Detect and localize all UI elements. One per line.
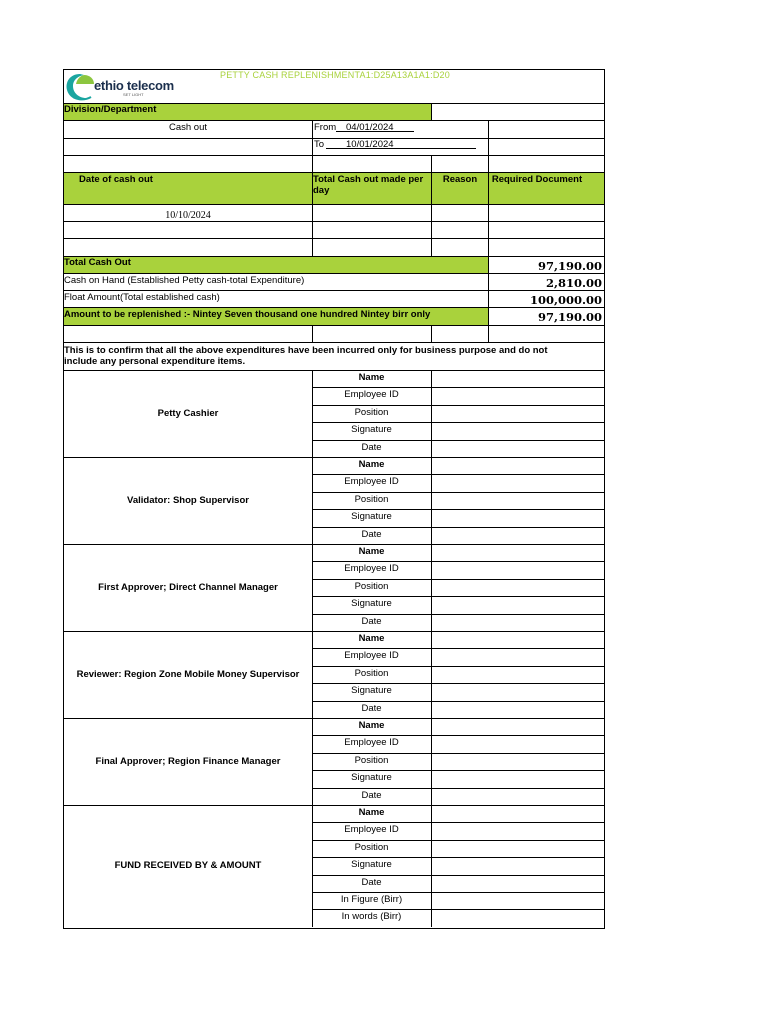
division-label: Division/Department — [64, 104, 157, 115]
logo-wordmark: ethio telecom — [94, 78, 174, 93]
field-input-signature[interactable] — [432, 858, 604, 873]
field-input-position[interactable] — [432, 580, 604, 595]
cash-on-hand-label: Cash on Hand (Established Petty cash-total Expenditure) — [64, 275, 305, 286]
field-label-date: Date — [361, 615, 382, 627]
col-reason: Reason — [442, 174, 478, 185]
field-input-name[interactable] — [432, 806, 604, 821]
signature-role-label: FUND RECEIVED BY & AMOUNT — [114, 859, 262, 871]
table-cell-date[interactable]: 10/10/2024 — [165, 210, 211, 221]
field-input-signature[interactable] — [432, 423, 604, 438]
field-input-date[interactable] — [432, 615, 604, 630]
signature-role-label: Reviewer: Region Zone Mobile Money Supervisor — [76, 668, 300, 680]
field-input-name[interactable] — [432, 458, 604, 473]
field-label-name: Name — [358, 807, 385, 818]
field-label-date: Date — [361, 876, 382, 888]
field-input-position[interactable] — [432, 406, 604, 421]
field-label-in-words: In words (Birr) — [341, 911, 402, 923]
field-label-employee-id: Employee ID — [344, 737, 399, 749]
field-input-position[interactable] — [432, 667, 604, 682]
signature-role-label: Petty Cashier — [157, 407, 219, 419]
field-label-position: Position — [354, 754, 389, 766]
total-cash-out-value: 97,190.00 — [537, 259, 602, 273]
field-input-name[interactable] — [432, 545, 604, 560]
field-input-signature[interactable] — [432, 771, 604, 786]
field-label-name: Name — [358, 720, 385, 731]
field-input-date[interactable] — [432, 441, 604, 456]
field-label-employee-id: Employee ID — [344, 563, 399, 575]
signature-role-label: Final Approver; Region Finance Manager — [95, 755, 281, 767]
field-label-date: Date — [361, 789, 382, 801]
field-input-employee-id[interactable] — [432, 562, 604, 577]
field-input-name[interactable] — [432, 719, 604, 734]
field-label-date: Date — [361, 441, 382, 453]
field-label-signature: Signature — [351, 859, 392, 871]
field-input-name[interactable] — [432, 632, 604, 647]
form-title: PETTY CASH REPLENISHMENTA1:D25A13A1A1:D20 — [220, 70, 450, 80]
field-label-signature: Signature — [351, 598, 392, 610]
col-date-of-cash-out: Date of cash out — [79, 174, 153, 185]
field-label-position: Position — [354, 841, 389, 853]
signature-role-label: Validator: Shop Supervisor — [127, 494, 249, 506]
from-date-field[interactable]: 04/01/2024 — [346, 122, 394, 133]
field-label-employee-id: Employee ID — [344, 650, 399, 662]
field-input-signature[interactable] — [432, 597, 604, 612]
col-total-cash-out: Total Cash out made per day — [313, 174, 424, 196]
field-input-in-figure[interactable] — [432, 893, 604, 908]
field-label-employee-id: Employee ID — [344, 389, 399, 401]
field-input-signature[interactable] — [432, 684, 604, 699]
field-input-employee-id[interactable] — [432, 388, 604, 403]
field-label-signature: Signature — [351, 772, 392, 784]
field-label-position: Position — [354, 493, 389, 505]
cash-out-label: Cash out — [168, 122, 208, 133]
field-input-employee-id[interactable] — [432, 475, 604, 490]
cash-on-hand-value: 2,810.00 — [545, 276, 602, 290]
float-amount-label: Float Amount(Total established cash) — [64, 292, 220, 303]
field-input-employee-id[interactable] — [432, 736, 604, 751]
field-input-date[interactable] — [432, 789, 604, 804]
field-label-employee-id: Employee ID — [344, 824, 399, 836]
field-label-name: Name — [358, 633, 385, 644]
to-date-field[interactable]: 10/01/2024 — [346, 139, 394, 150]
replenish-value: 97,190.00 — [537, 310, 602, 324]
field-input-position[interactable] — [432, 841, 604, 856]
field-input-signature[interactable] — [432, 510, 604, 525]
field-label-name: Name — [358, 546, 385, 557]
field-label-name: Name — [358, 372, 385, 383]
field-input-employee-id[interactable] — [432, 823, 604, 838]
col-required-document: Required Document — [491, 174, 583, 185]
field-input-name[interactable] — [432, 371, 604, 386]
confirmation-statement: This is to confirm that all the above expenditures have been incurred only for business purpose and do not include any personal expenditure items. — [64, 345, 548, 367]
field-input-date[interactable] — [432, 702, 604, 717]
field-label-signature: Signature — [351, 511, 392, 523]
from-label: From — [314, 122, 337, 133]
field-label-position: Position — [354, 580, 389, 592]
field-input-in-words[interactable] — [432, 910, 604, 925]
field-input-employee-id[interactable] — [432, 649, 604, 664]
field-label-in-figure: In Figure (Birr) — [340, 894, 403, 905]
field-label-signature: Signature — [351, 685, 392, 697]
field-label-date: Date — [361, 702, 382, 714]
field-input-position[interactable] — [432, 493, 604, 508]
signature-role-label: First Approver; Direct Channel Manager — [98, 581, 278, 593]
to-label: To — [314, 139, 325, 150]
float-amount-value: 100,000.00 — [529, 293, 602, 307]
field-input-date[interactable] — [432, 528, 604, 543]
field-label-date: Date — [361, 528, 382, 540]
total-cash-out-label: Total Cash Out — [64, 257, 131, 268]
field-label-employee-id: Employee ID — [344, 476, 399, 488]
field-input-date[interactable] — [432, 876, 604, 891]
field-input-position[interactable] — [432, 754, 604, 769]
logo-tagline: SET LIGHT — [123, 92, 144, 97]
field-label-name: Name — [358, 459, 385, 470]
replenish-label: Amount to be replenished :- Nintey Seven thousand one hundred Nintey birr only — [64, 309, 431, 320]
field-label-signature: Signature — [351, 424, 392, 436]
field-label-position: Position — [354, 667, 389, 679]
field-label-position: Position — [354, 406, 389, 418]
